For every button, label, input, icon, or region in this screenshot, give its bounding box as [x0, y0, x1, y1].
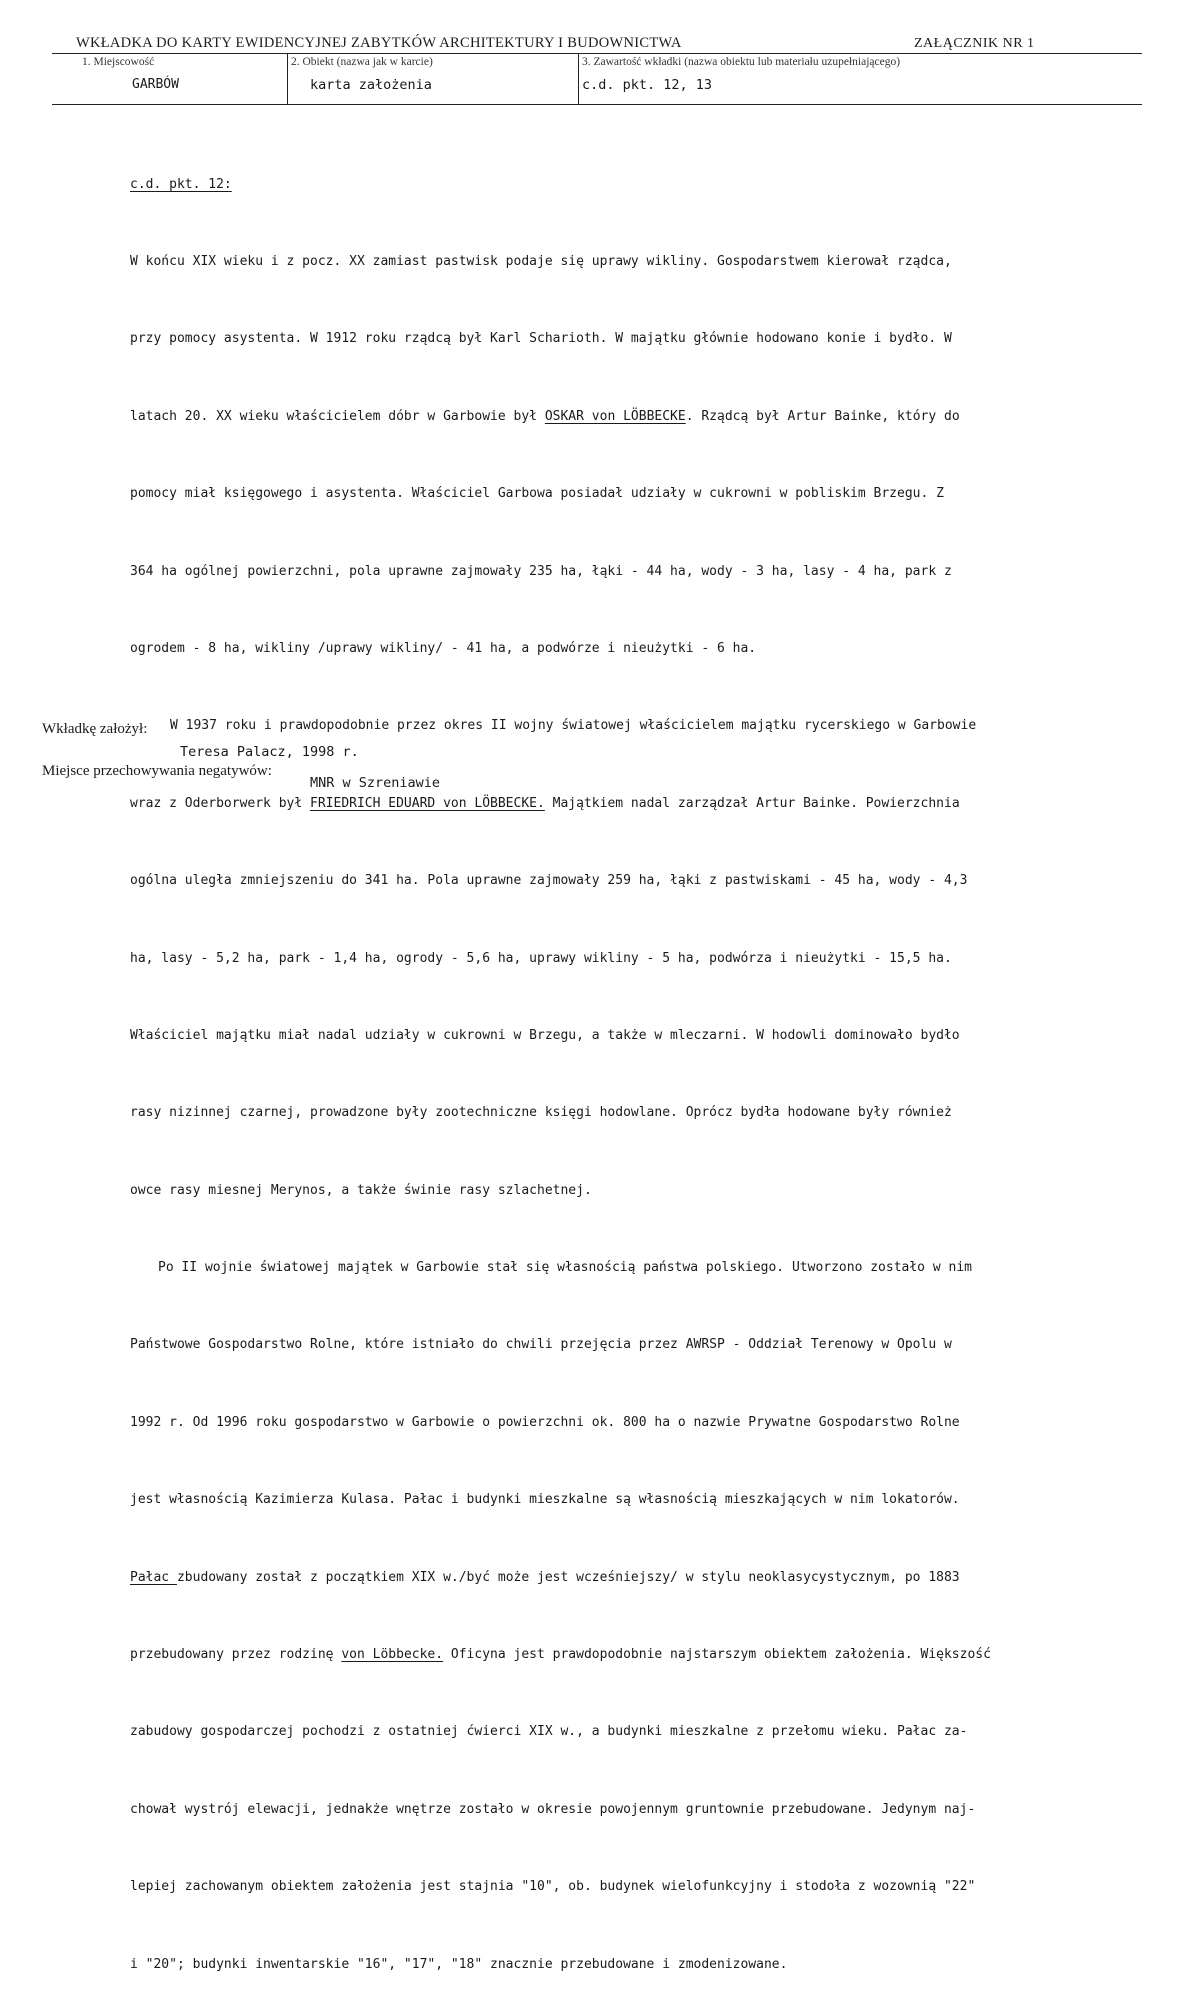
field-locality-label: 1. Miejscowość [82, 56, 155, 68]
body-line [130, 1565, 1040, 1591]
body-line: jest własnością Kazimierza Kulasa. Pałac i budynki mieszkalne są własnością mieszkających w nim lokatorów. [130, 1492, 960, 1508]
body-text-segment: Oficyna jest prawdopodobnie najstarszym obiektem założenia. Większość [443, 1647, 991, 1663]
body-line: przy pomocy asystenta. W 1912 roku rządcą był Karl Scharioth. W majątku głównie hodowano konie i bydło. W [130, 331, 952, 347]
field-contents-label: 3. Zawartość wkładki (nazwa obiektu lub materiału uzupełniającego) [582, 56, 901, 68]
owner-name-friedrich: FRIEDRICH EDUARD von LÖBBECKE. [310, 795, 545, 811]
body-text-segment: Majątkiem nadal zarządzał Artur Bainke. Powierzchnia [544, 795, 960, 811]
body-heading-text: c.d. pkt. 12: [130, 176, 232, 192]
body-text-segment: . Rządcą był Artur Bainke, który do [685, 408, 960, 424]
author-label: Wkładkę założył: [42, 721, 148, 737]
family-name-lobbecke: von Löbbecke. [341, 1647, 444, 1663]
body-line: ogrodem - 8 ha, wikliny /uprawy wikliny/ - 41 ha, a podwórze i nieużytki - 6 ha. [130, 640, 757, 656]
annex-label: ZAŁĄCZNIK NR 1 [914, 36, 1035, 51]
body-text-segment: przebudowany przez rodzinę [130, 1647, 342, 1663]
body-line: chował wystrój elewacji, jednakże wnętrze zostało w okresie powojennym gruntownie przebudowane. Jedynym naj- [130, 1801, 976, 1817]
field-contents-value: c.d. pkt. 12, 13 [582, 77, 713, 93]
body-line: Państwowe Gospodarstwo Rolne, które istniało do chwili przejęcia przez AWRSP - Oddział Terenowy w Opolu w [130, 1337, 952, 1353]
body-line [130, 791, 1040, 817]
field-contents [578, 53, 1142, 105]
field-object-label: 2. Obiekt (nazwa jak w karcie) [291, 56, 433, 68]
document-body [130, 120, 1040, 2003]
owner-name-oskar: OSKAR von LÖBBECKE [544, 408, 686, 424]
author-value: Teresa Palacz, 1998 r. [180, 744, 359, 760]
body-line [130, 404, 1040, 430]
body-line: W końcu XIX wieku i z pocz. XX zamiast pastwisk podaje się uprawy wikliny. Gospodarstwem kierował rządca, [130, 253, 952, 269]
body-line: 1992 r. Od 1996 roku gospodarstwo w Garbowie o powierzchni ok. 800 ha o nazwie Prywatne Gospodarstwo Rolne [130, 1414, 960, 1430]
field-locality [52, 53, 287, 105]
palace-word: Pałac [130, 1569, 177, 1585]
body-line: ogólna uległa zmniejszeniu do 341 ha. Pola uprawne zajmowały 259 ha, łąki z pastwiskami - 45 ha, wody - 4,3 [130, 873, 968, 889]
body-line: lepiej zachowanym obiektem założenia jest stajnia "10", ob. budynek wielofunkcyjny i stodoła z wozownią "22" [130, 1879, 976, 1895]
body-text-segment: wraz z Oderborwerk był [130, 795, 311, 811]
body-heading [130, 172, 1040, 198]
body-line: rasy nizinnej czarnej, prowadzone były zootechniczne księgi hodowlane. Oprócz bydła hodowane były również [130, 1105, 952, 1121]
body-line: W 1937 roku i prawdopodobnie przez okres II wojny światowej właścicielem majątku rycerskiego w Garbowie [170, 718, 977, 734]
body-line: pomocy miał księgowego i asystenta. Właściciel Garbowa posiadał udziały w cukrowni w pobliskim Brzegu. Z [130, 486, 944, 502]
body-line: zabudowy gospodarczej pochodzi z ostatniej ćwierci XIX w., a budynki mieszkalne z przełomu wieku. Pałac za- [130, 1724, 968, 1740]
body-text-segment: zbudowany został z początkiem XIX w./być może jest wcześniejszy/ w stylu neoklasycystycznym, po 1883 [176, 1569, 960, 1585]
field-object-value: karta założenia [310, 77, 432, 93]
field-object [287, 53, 578, 105]
body-line: 364 ha ogólnej powierzchni, pola uprawne zajmowały 235 ha, łąki - 44 ha, wody - 3 ha, lasy - 4 ha, park z [130, 563, 952, 579]
body-line: ha, lasy - 5,2 ha, park - 1,4 ha, ogrody - 5,6 ha, uprawy wikliny - 5 ha, podwórza i nieużytki - 15,5 ha. [130, 950, 952, 966]
negatives-storage-label: Miejsce przechowywania negatywów: [42, 763, 272, 779]
document-title: WKŁADKA DO KARTY EWIDENCYJNEJ ZABYTKÓW ARCHITEKTURY I BUDOWNICTWA [76, 35, 682, 51]
field-locality-value: GARBÓW [132, 77, 179, 92]
body-text-segment: latach 20. XX wieku właścicielem dóbr w Garbowie był [130, 408, 545, 424]
body-line [130, 1642, 1040, 1668]
body-line: Po II wojnie światowej majątek w Garbowie stał się własnością państwa polskiego. Utworzono zostało w nim [158, 1260, 972, 1276]
body-line: i "20"; budynki inwentarskie "16", "17", "18" znacznie przebudowane i zmodenizowane. [130, 1956, 788, 1972]
negatives-storage-value: MNR w Szreniawie [310, 775, 441, 791]
body-line: owce rasy miesnej Merynos, a także świnie rasy szlachetnej. [130, 1182, 592, 1198]
body-line: Właściciel majątku miał nadal udziały w cukrowni w Brzegu, a także w mleczarni. W hodowli dominowało bydło [130, 1027, 960, 1043]
